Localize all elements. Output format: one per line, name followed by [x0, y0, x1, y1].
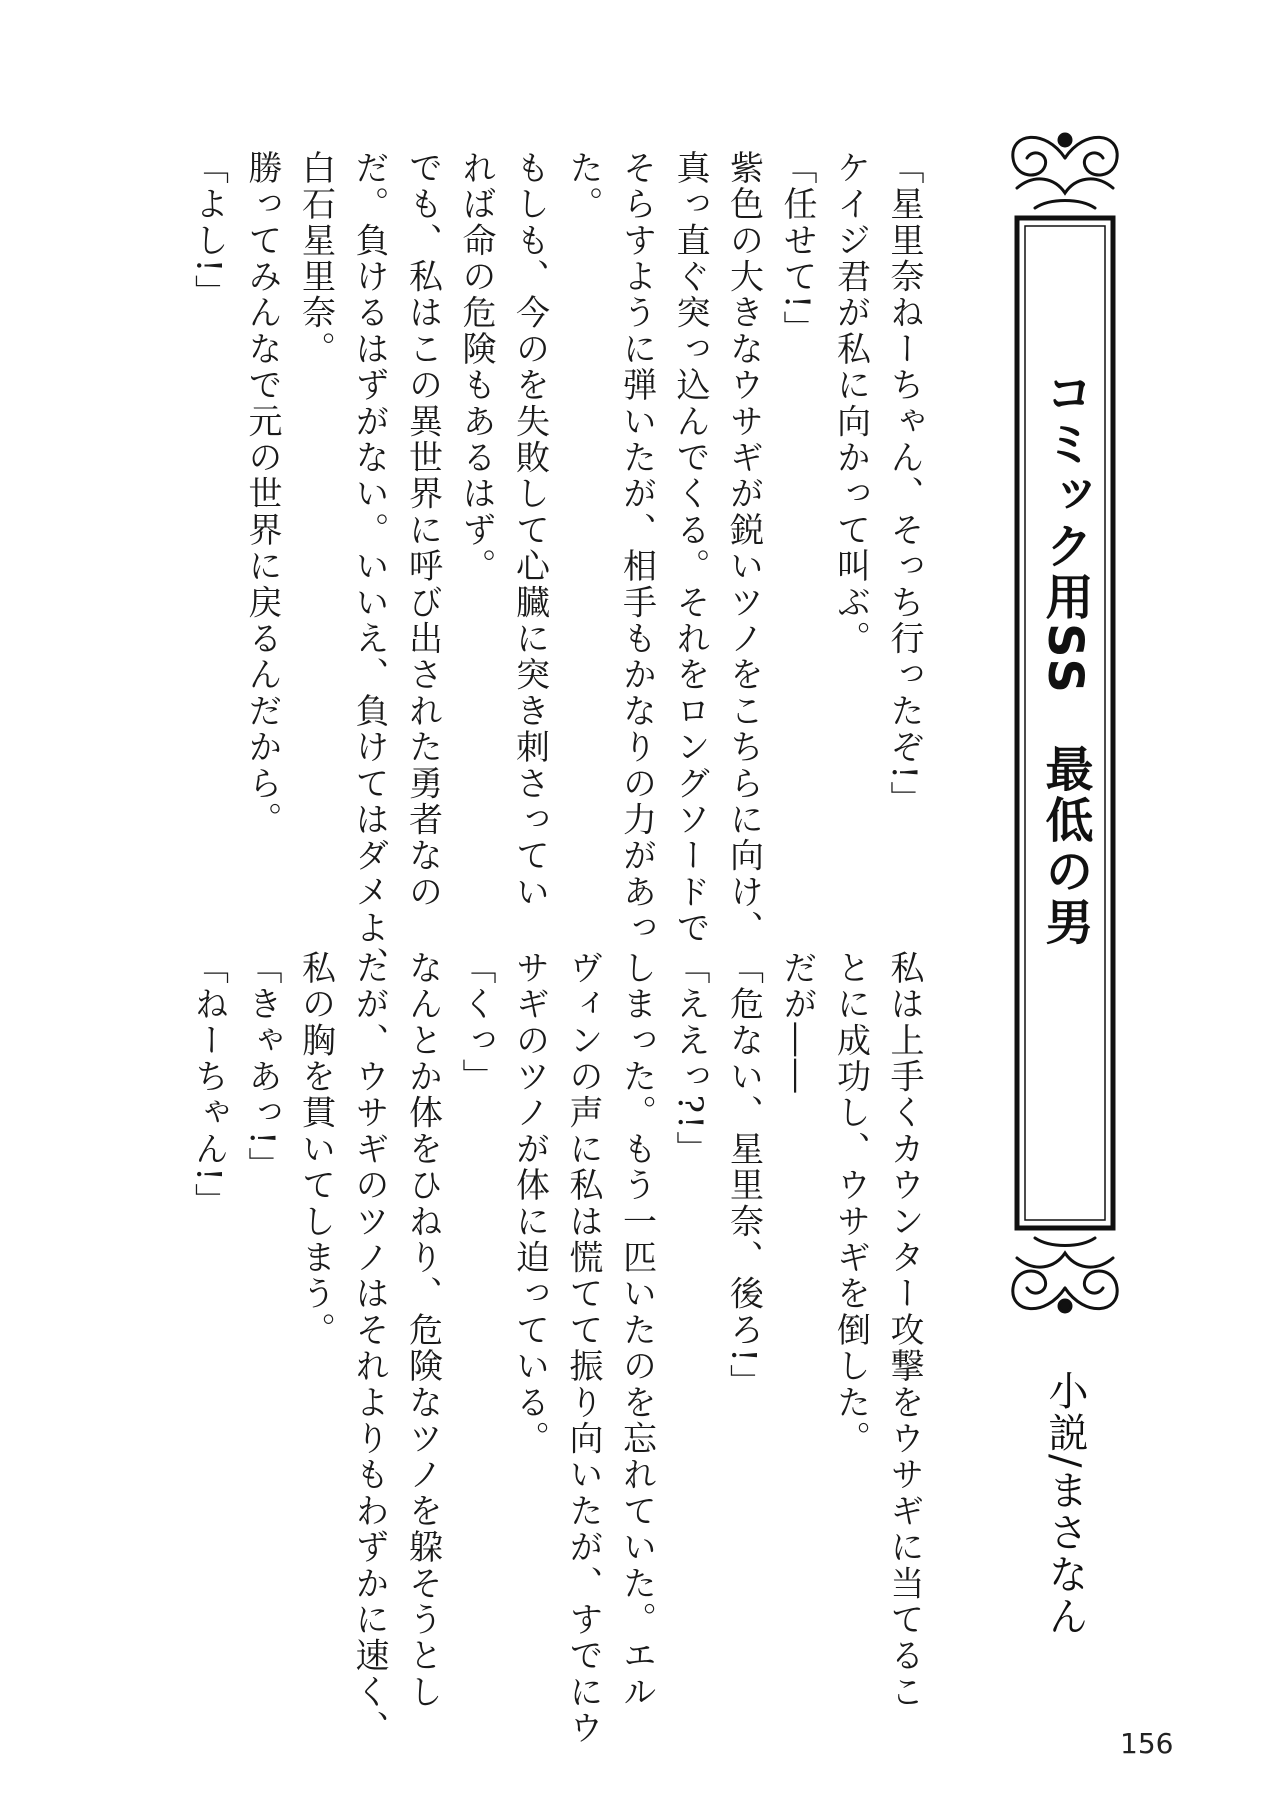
title-part2: 最低の男: [1037, 743, 1093, 948]
text-line: 紫色の大きなウサギが鋭いツノをこちらに向け、: [723, 150, 764, 947]
text-line: サギのツノが体に迫っている。: [509, 950, 550, 1457]
body-text-lower: [181, 950, 930, 1747]
text-line: とに成功し、ウサギを倒した。: [830, 950, 871, 1457]
text-line: 「任せて!」: [777, 150, 817, 347]
text-line: 「くっ」: [456, 950, 496, 1095]
title-frame: [1005, 118, 1125, 1328]
text-line: もしも、今のを失敗して心臓に突き刺さってい: [509, 150, 550, 911]
text-line: 真っ直ぐ突っ込んでくる。それをロングソードで: [670, 150, 710, 947]
text-line: た。: [563, 150, 603, 223]
text-line: 私の胸を貫いてしまう。: [295, 950, 336, 1349]
text-line: ケイジ君が私に向かって叫ぶ。: [830, 150, 871, 657]
text-line: 白石星里奈。: [295, 150, 336, 368]
text-line: 「ええっ?!」: [670, 950, 710, 1168]
text-line: しまった。もう一匹いたのを忘れていた。エル: [616, 950, 657, 1711]
text-line: だ。負けるはずがない。いいえ、負けてはダメよ、: [349, 150, 389, 983]
text-line: 「ねーちゃん!」: [188, 950, 229, 1220]
text-line: 「危ない、星里奈、後ろ!」: [723, 950, 764, 1401]
title-part1: コミック用SS: [1037, 368, 1093, 696]
text-line: 勝ってみんなで元の世界に戻るんだから。: [242, 150, 282, 838]
text-line: でも、私はこの異世界に呼び出された勇者なの: [402, 150, 443, 911]
text-line: 私は上手くカウンター攻撃をウサギに当てるこ: [884, 950, 924, 1711]
text-line: だが――: [777, 950, 817, 1095]
text-line: そらすように弾いたが、相手もかなりの力があっ: [616, 150, 657, 947]
text-line: ヴィンの声に私は慌てて振り向いたが、すでにウ: [563, 950, 603, 1747]
page-number: 156: [1120, 1727, 1174, 1760]
text-line: 「よし!」: [188, 150, 229, 311]
author-credit: 小説/まさなん: [1042, 1370, 1088, 1638]
text-line: れば命の危険もあるはず。: [456, 150, 496, 585]
text-line: たが、ウサギのツノはそれよりもわずかに速く、: [349, 950, 389, 1747]
text-line: 「星里奈ねーちゃん、そっち行ったぞ!」: [884, 150, 924, 818]
text-line: 「きゃあっ!」: [242, 950, 282, 1184]
chapter-title: [1025, 368, 1105, 948]
text-line: なんとか体をひねり、危険なツノを躱そうとし: [402, 950, 443, 1711]
body-text-upper: [181, 150, 930, 983]
